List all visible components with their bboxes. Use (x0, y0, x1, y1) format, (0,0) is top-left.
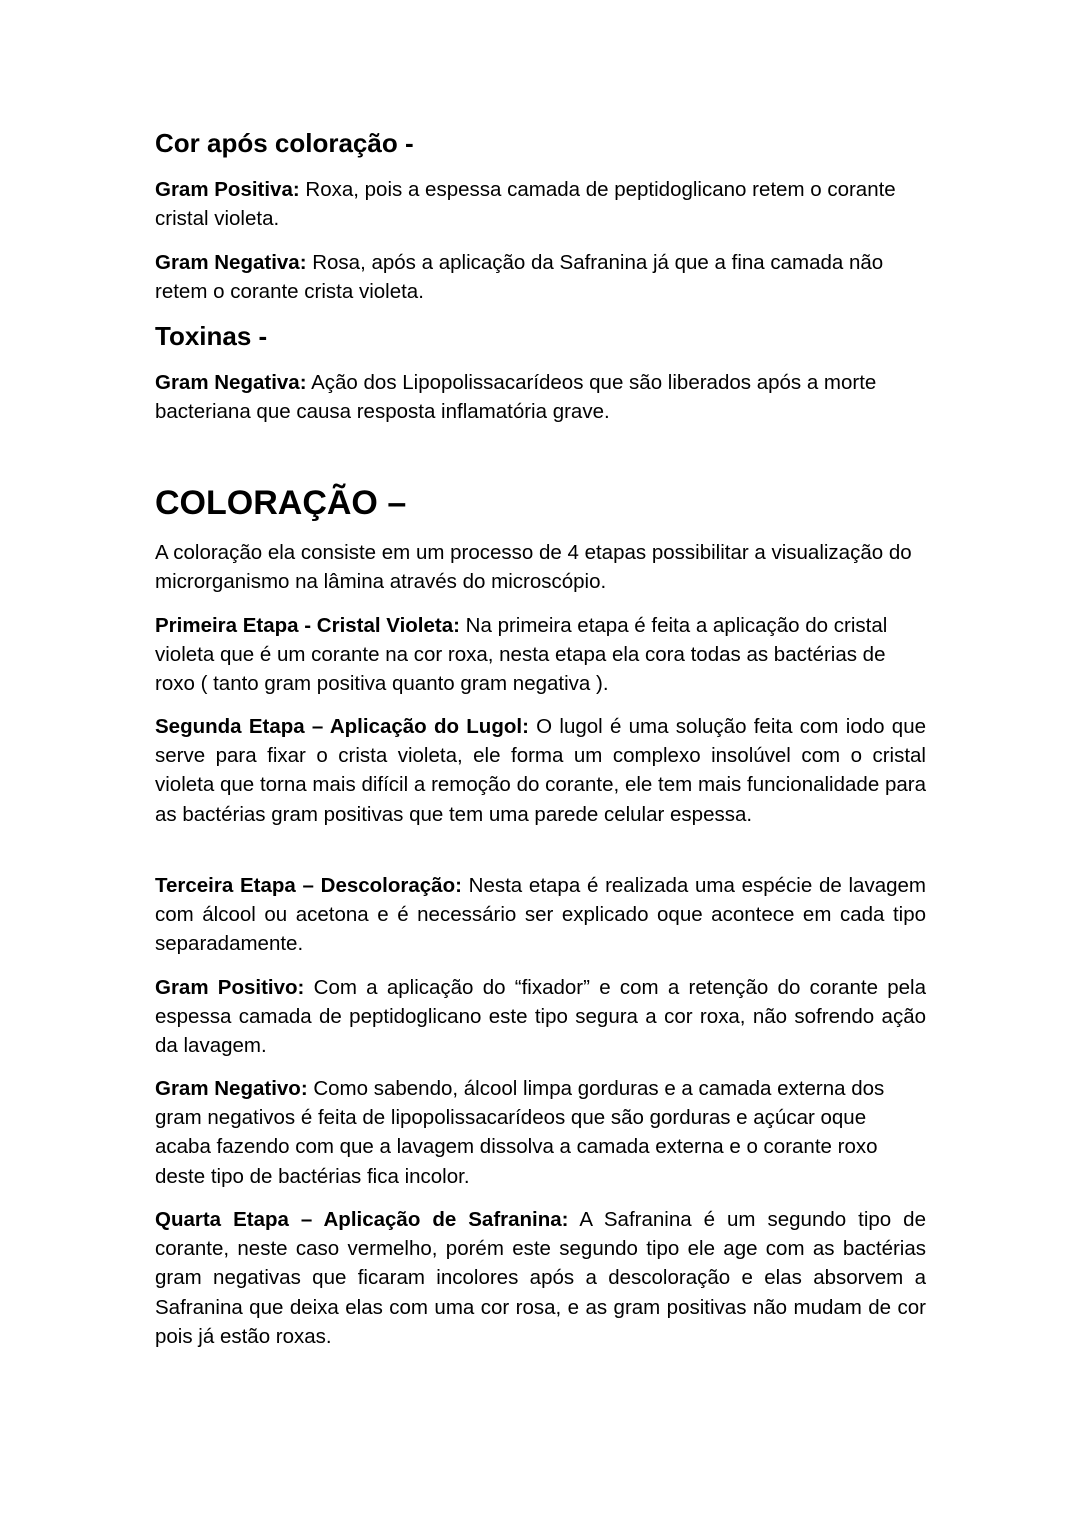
label-gram-negative-toxins: Gram Negativa: (155, 371, 307, 394)
label-step-4: Quarta Etapa – Aplicação de Safranina: (155, 1208, 569, 1231)
paragraph-gram-negative-step (155, 1074, 926, 1191)
label-gram-negative-step: Gram Negativo: (155, 1077, 308, 1100)
paragraph-step-1 (155, 611, 926, 699)
paragraph-gram-negative-toxins (155, 368, 926, 426)
label-step-1: Primeira Etapa - Cristal Violeta: (155, 614, 460, 637)
paragraph-gram-positive-step (155, 973, 926, 1061)
heading-color-after-staining: Cor após coloração - (155, 128, 414, 158)
label-step-2: Segunda Etapa – Aplicação do Lugol: (155, 715, 529, 738)
text-step-4: A Safranina é um segundo tipo de corante, neste caso vermelho, porém este segundo tipo ele age com as bactérias gram negativas que ficaram incolores após a descoloração e elas absorvem a Safranina que deixa elas com uma cor rosa, e as gram positivas não mudam de cor pois já estão roxas. (155, 1208, 926, 1348)
paragraph-step-4 (155, 1205, 926, 1351)
paragraph-step-2 (155, 712, 926, 829)
text-step-3: Nesta etapa é realizada uma espécie de lavagem com álcool ou acetona e é necessário ser explicado oque acontece em cada tipo separadamente. (155, 874, 926, 956)
label-gram-positive-step: Gram Positivo: (155, 976, 305, 999)
heading-staining: COLORAÇÃO – (155, 484, 407, 522)
paragraph-staining-intro: A coloração ela consiste em um processo de 4 etapas possibilitar a visualização do microrganismo na lâmina através do microscópio. (155, 541, 912, 594)
paragraph-gram-positive-color (155, 175, 926, 233)
text-step-2: O lugol é uma solução feita com iodo que serve para fixar o crista violeta, ele forma um complexo insolúvel com o cristal violeta que torna mais difícil a remoção do corante, ele tem mais funcionalidade para as bactérias gram positivas que tem uma parede celular espessa. (155, 715, 926, 826)
heading-toxins: Toxinas - (155, 321, 268, 351)
paragraph-step-3 (155, 871, 926, 959)
text-gram-negative-toxins: Ação dos Lipopolissacarídeos que são liberados após a morte bacteriana que causa resposta inflamatória grave. (155, 371, 877, 424)
label-gram-positive: Gram Positiva: (155, 178, 300, 201)
text-gram-negative-step: Como sabendo, álcool limpa gorduras e a camada externa dos gram negativos é feita de lipopolissacarídeos que são gorduras e açúcar oque acaba fazendo com que a lavagem dissolva a camada externa e o corante roxo deste tipo de bactérias fica incolor. (155, 1077, 885, 1188)
text-gram-negative: Rosa, após a aplicação da Safranina já que a fina camada não retem o corante crista violeta. (155, 251, 884, 304)
text-gram-positive-step: Com a aplicação do “fixador” e com a retenção do corante pela espessa camada de peptidoglicano este tipo segura a cor roxa, não sofrendo ação da lavagem. (155, 976, 926, 1058)
text-step-1: Na primeira etapa é feita a aplicação do cristal violeta que é um corante na cor roxa, nesta etapa ela cora todas as bactérias de roxo ( tanto gram positiva quanto gram negativa ). (155, 614, 888, 696)
paragraph-gram-negative-color (155, 248, 926, 306)
label-step-3: Terceira Etapa – Descoloração: (155, 874, 462, 897)
label-gram-negative: Gram Negativa: (155, 251, 307, 274)
text-gram-positive: Roxa, pois a espessa camada de peptidoglicano retem o corante cristal violeta. (155, 178, 896, 231)
